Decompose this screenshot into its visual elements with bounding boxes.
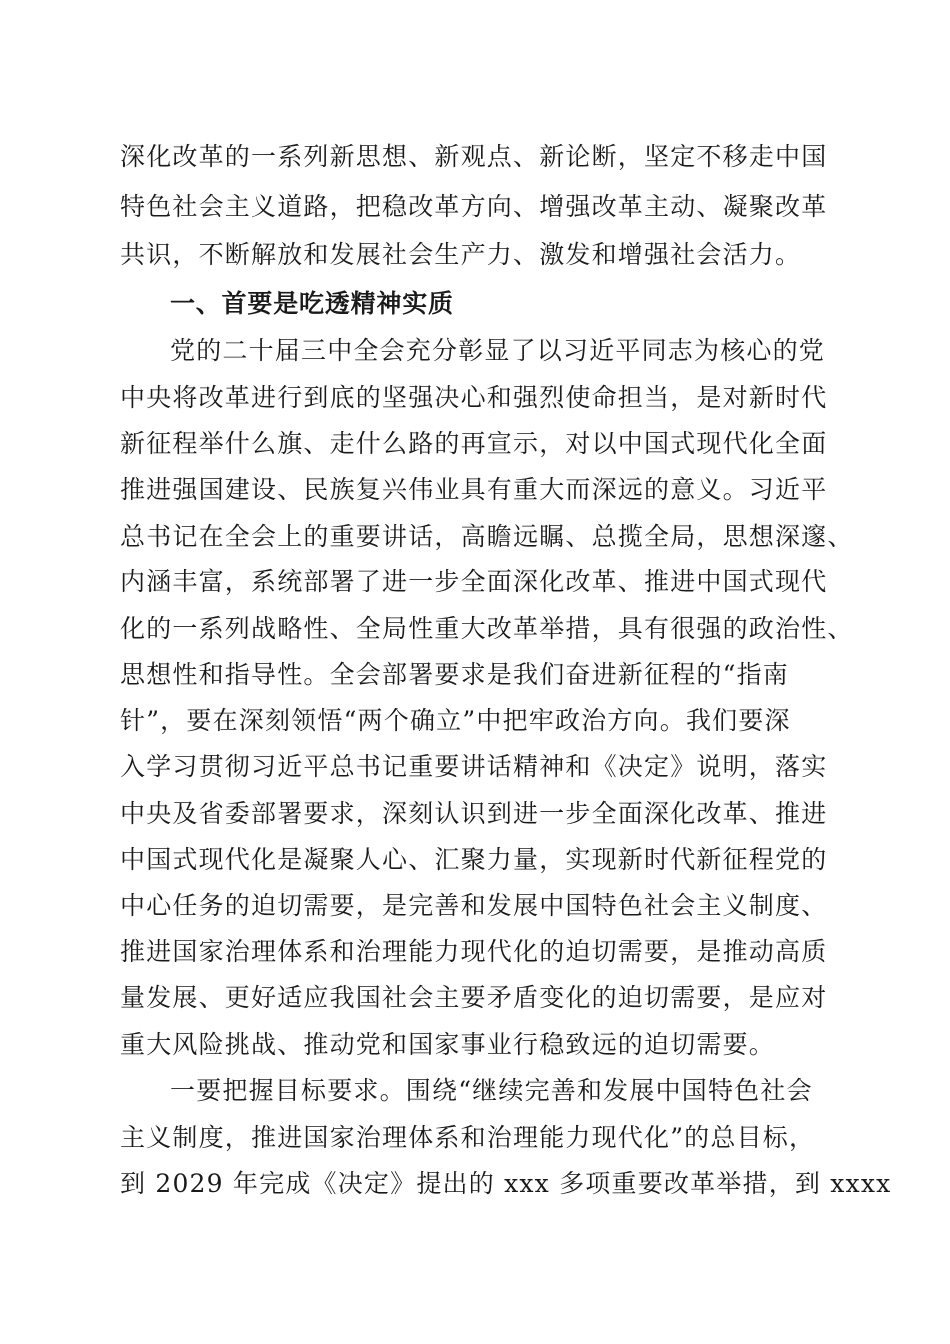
body-text-line: 中央及省委部署要求，深刻认识到进一步全面深化改革、推进: [120, 799, 828, 828]
body-text-line: 思想性和指导性。全会部署要求是我们奋进新征程的“指南: [120, 660, 789, 689]
paragraph-first-line: 一要把握目标要求。围绕“继续完善和发展中国特色社会: [170, 1076, 813, 1105]
body-text-line: 针”，要在深刻领悟“两个确立”中把牢政治方向。我们要深: [120, 706, 791, 735]
body-text-line: 中心任务的迫切需要，是完善和发展中国特色社会主义制度、: [120, 891, 828, 920]
body-text-line: 内涵丰富，系统部署了进一步全面深化改革、推进中国式现代: [120, 567, 828, 596]
body-text-line: 入学习贯彻习近平总书记重要讲话精神和《决定》说明，落实: [120, 752, 828, 781]
body-text-line: 中央将改革进行到底的坚强决心和强烈使命担当，是对新时代: [120, 383, 828, 412]
body-text-line: 主义制度，推进国家治理体系和治理能力现代化”的总目标，: [120, 1123, 816, 1152]
body-text-line: 推进强国建设、民族复兴伟业具有重大而深远的意义。习近平: [120, 475, 828, 504]
body-text-line: 到 2029 年完成《决定》提出的 xxx 多项重要改革举措，到 xxxx: [120, 1169, 892, 1198]
body-text-line: 特色社会主义道路，把稳改革方向、增强改革主动、凝聚改革: [120, 192, 828, 221]
body-text-line: 新征程举什么旗、走什么路的再宣示，对以中国式现代化全面: [120, 429, 828, 458]
paragraph-first-line: 党的二十届三中全会充分彰显了以习近平同志为核心的党: [170, 336, 826, 365]
body-text-line: 总书记在全会上的重要讲话，高瞻远瞩、总揽全局，思想深邃、: [120, 522, 854, 551]
body-text-line: 推进国家治理体系和治理能力现代化的迫切需要，是推动高质: [120, 937, 828, 966]
body-text-line: 中国式现代化是凝聚人心、汇聚力量，实现新时代新征程党的: [120, 845, 828, 874]
body-text-line: 共识，不断解放和发展社会生产力、激发和增强社会活力。: [120, 240, 802, 269]
section-heading: 一、首要是吃透精神实质: [170, 289, 454, 318]
body-text-line: 重大风险挑战、推动党和国家事业行稳致远的迫切需要。: [120, 1030, 776, 1059]
body-text-line: 深化改革的一系列新思想、新观点、新论断，坚定不移走中国: [120, 142, 828, 171]
body-text-line: 化的一系列战略性、全局性重大改革举措，具有很强的政治性、: [120, 614, 854, 643]
body-text-line: 量发展、更好适应我国社会主要矛盾变化的迫切需要，是应对: [120, 983, 828, 1012]
